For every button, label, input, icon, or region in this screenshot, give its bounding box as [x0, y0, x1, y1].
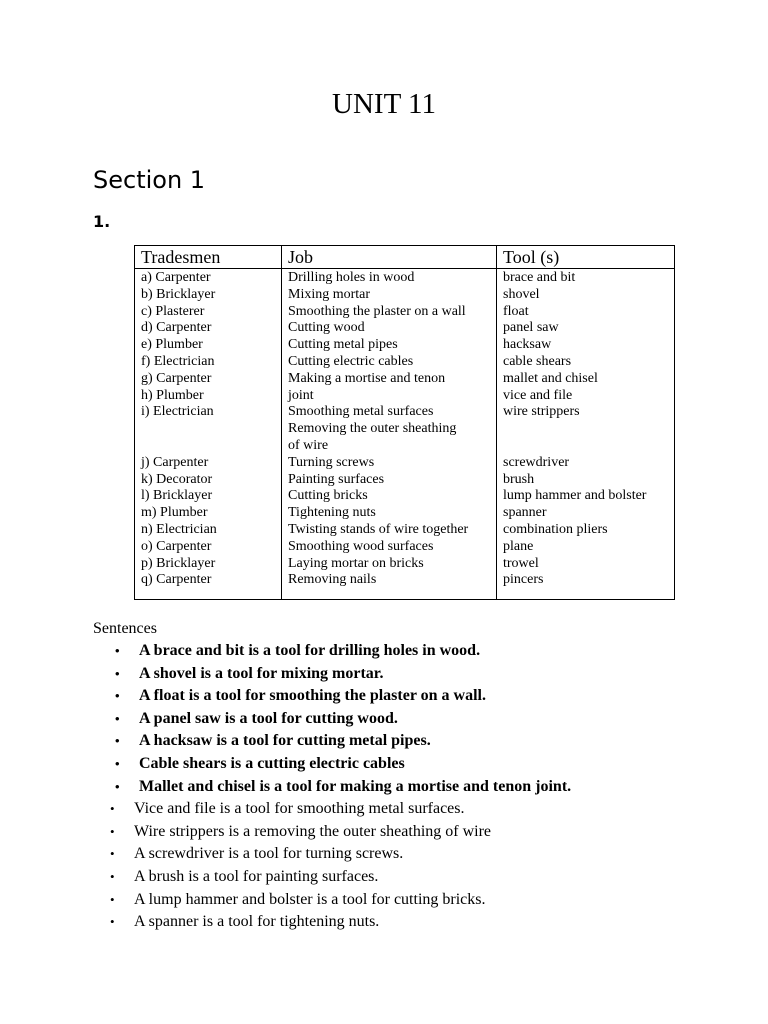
tool-cell: plane	[503, 538, 534, 554]
bullet-icon: •	[110, 914, 115, 930]
tool-cell: trowel	[503, 555, 539, 571]
bullet-icon: •	[110, 846, 115, 862]
sentence-text: Cable shears is a cutting electric cables	[139, 754, 405, 772]
job-cell: Mixing mortar	[288, 286, 371, 302]
section-heading: Section 1	[93, 166, 206, 194]
job-cell: Making a mortise and tenon	[288, 370, 446, 386]
sentence-text: A hacksaw is a tool for cutting metal pipes.	[139, 732, 431, 750]
bullet-icon: •	[110, 801, 115, 817]
tools-table	[134, 245, 675, 600]
job-cell: Removing the outer sheathing	[288, 421, 457, 437]
tradesman-cell: g) Carpenter	[141, 370, 212, 386]
tradesman-cell: j) Carpenter	[141, 454, 209, 470]
sentence-text: A screwdriver is a tool for turning screws.	[134, 845, 404, 863]
tradesman-cell: b) Bricklayer	[141, 286, 216, 302]
sentence-text: Wire strippers is a removing the outer sheathing of wire	[134, 822, 492, 840]
bullet-icon: •	[115, 665, 120, 681]
job-cell: Twisting stands of wire together	[288, 521, 469, 537]
job-cell: Tightening nuts	[288, 505, 376, 521]
page-title: UNIT 11	[332, 88, 436, 120]
tradesman-cell: e) Plumber	[141, 337, 203, 353]
job-cell: Removing nails	[288, 572, 377, 588]
tool-cell	[503, 438, 646, 455]
tradesman-cell: d) Carpenter	[141, 320, 212, 336]
tool-cell: float	[503, 303, 529, 319]
exercise-number: 1.	[93, 212, 111, 231]
tradesman-cell: h) Plumber	[141, 387, 204, 403]
bullet-icon: •	[110, 823, 115, 839]
sentence-text: A lump hammer and bolster is a tool for cutting bricks.	[134, 890, 486, 908]
header-tradesmen: Tradesmen	[141, 247, 221, 267]
tool-cell: pincers	[503, 572, 544, 588]
job-cell: Drilling holes in wood	[288, 270, 415, 285]
tool-cell: vice and file	[503, 387, 573, 403]
bullet-icon: •	[115, 643, 120, 658]
tool-cell: panel saw	[503, 320, 559, 336]
sentence-text: A brace and bit is a tool for drilling holes in wood.	[139, 642, 481, 659]
tool-cell: screwdriver	[503, 454, 570, 470]
sentence-text: A shovel is a tool for mixing mortar.	[139, 664, 384, 682]
tool-cell: shovel	[503, 286, 540, 302]
header-tools: Tool (s)	[503, 247, 560, 267]
tradesman-cell: q) Carpenter	[141, 572, 212, 588]
bullet-icon: •	[115, 688, 120, 704]
sentence-text: A brush is a tool for painting surfaces.	[134, 867, 379, 885]
job-cell: Cutting bricks	[288, 488, 368, 504]
sentence-text: Vice and file is a tool for smoothing metal surfaces.	[134, 800, 465, 818]
job-cell: Smoothing wood surfaces	[288, 538, 434, 554]
tradesman-cell: o) Carpenter	[141, 538, 212, 554]
tool-cell: combination pliers	[503, 521, 608, 537]
tradesman-cell: l) Bricklayer	[141, 488, 213, 504]
job-cell: Turning screws	[288, 454, 375, 470]
tool-cell	[503, 421, 646, 438]
tradesman-cell: n) Electrician	[141, 521, 217, 537]
tradesman-cell: i) Electrician	[141, 404, 214, 420]
job-cell: joint	[288, 387, 314, 403]
header-divider	[135, 268, 674, 269]
column-divider	[496, 246, 497, 599]
bullet-icon: •	[115, 733, 120, 749]
tool-cell: spanner	[503, 505, 547, 521]
tradesman-cell: a) Carpenter	[141, 270, 211, 285]
job-cell: Laying mortar on bricks	[288, 555, 424, 571]
bullet-icon: •	[115, 710, 120, 726]
tools-column	[503, 270, 646, 589]
tool-cell: brace and bit	[503, 270, 576, 285]
sentence-text: Mallet and chisel is a tool for making a mortise and tenon joint.	[139, 777, 572, 795]
bullet-icon: •	[110, 868, 115, 884]
job-cell: Painting surfaces	[288, 471, 385, 487]
tradesman-cell	[141, 421, 217, 438]
tool-cell: mallet and chisel	[503, 370, 598, 386]
tool-cell: brush	[503, 471, 535, 487]
job-column	[288, 270, 468, 589]
tool-cell: lump hammer and bolster	[503, 488, 647, 504]
sentence-text: A float is a tool for smoothing the plaster on a wall.	[139, 687, 486, 705]
tradesman-cell: c) Plasterer	[141, 303, 205, 319]
bullet-icon: •	[110, 891, 115, 907]
tool-cell: hacksaw	[503, 337, 552, 353]
job-cell: Cutting wood	[288, 320, 365, 336]
sentences-label: Sentences	[93, 620, 157, 637]
tradesman-cell: f) Electrician	[141, 353, 215, 369]
header-job: Job	[288, 247, 314, 267]
bullet-icon: •	[115, 755, 120, 771]
column-divider	[281, 246, 282, 599]
tradesman-cell: k) Decorator	[141, 471, 213, 487]
bullet-icon: •	[115, 778, 120, 794]
tradesman-cell	[141, 438, 217, 455]
job-cell: of wire	[288, 437, 329, 453]
sentence-text: A panel saw is a tool for cutting wood.	[139, 709, 398, 727]
job-cell: Smoothing metal surfaces	[288, 404, 434, 420]
tradesman-cell: m) Plumber	[141, 505, 208, 521]
tradesmen-column	[141, 270, 217, 589]
tool-cell: cable shears	[503, 353, 572, 369]
tradesman-cell: p) Bricklayer	[141, 555, 216, 571]
tool-cell: wire strippers	[503, 404, 580, 420]
job-cell: Cutting metal pipes	[288, 337, 398, 353]
sentence-text: A spanner is a tool for tightening nuts.	[134, 913, 380, 931]
job-cell: Cutting electric cables	[288, 353, 414, 369]
job-cell: Smoothing the plaster on a wall	[288, 303, 466, 319]
